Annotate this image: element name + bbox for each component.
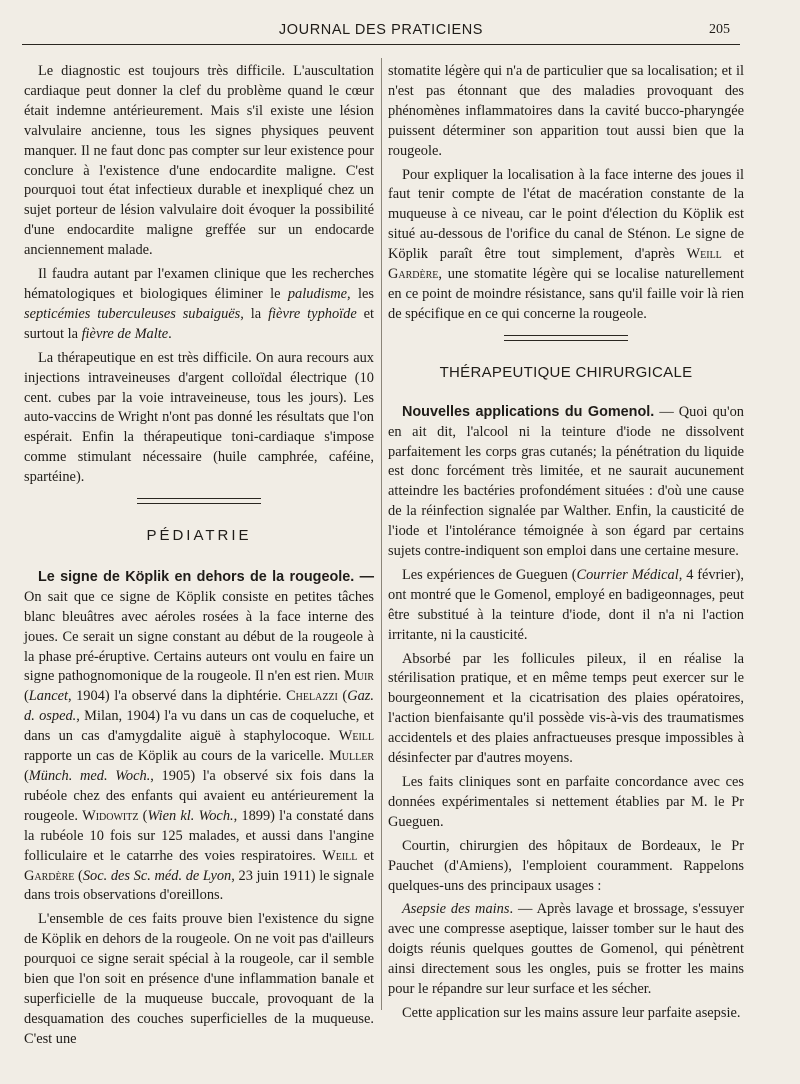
article-title: Nouvelles applications du Gomenol. xyxy=(402,403,655,420)
paragraph: Absorbé par les follicules pileux, il en réalise la stérilisation pratique, et en même temps peut exercer sur le bourgeonnement et la cicatrisation des plaies opératoires, l'action bienfaisante qu'il possède vis-à-vis des traumatismes accidentels et des plaies anfractueuses presque impossibles à désinfecter par d'autres moyens. xyxy=(388,650,744,767)
column-divider xyxy=(381,58,382,1010)
paragraph: Pour expliquer la localisation à la face interne des joues il faut tenir compte de l'état de macération constante de la muqueuse à ce niveau, car le point d'élection du Köplik est situé au-dessous de l'orifice du canal de Sténon. Le signe de Köplik paraît être tout simplement, d'après Weill et Gardère, une stomatite légère qui se localise naturellement en ce point de moindre résistance, sans qu'il faille voir là rien de spécifique en ce qui concerne la rougeole. xyxy=(388,166,745,322)
paragraph: Asepsie des mains. — Après lavage et brossage, s'essuyer avec une compresse aseptique, laisser tomber sur le haut des doigts réunis quelques gouttes de Gomenol, qui pénètrent ainsi directement sous les ongles, puis se frotter les mains pour le répandre sur leur surface et les sécher. xyxy=(388,901,745,998)
paragraph: Cette application sur les mains assure leur parfaite asepsie. xyxy=(402,1004,741,1021)
paragraph: stomatite légère qui n'a de particulier que sa localisation; et il n'est pas étonnant que des maladies provoquant des phénomènes inflammatoires dans la cavité bucco-pharyngée puissent déterminer son apparition tout aussi bien que la rougeole. xyxy=(388,63,744,159)
section-heading-pediatrie: PÉDIATRIE xyxy=(146,527,252,545)
article-paragraph: Nouvelles applications du Gomenol. — Quoi qu'on en ait dit, l'alcool ni la teinture d'iode ne dissolvent parfaitement les corps gras cutanés; la pénétration du liquide est donc forcément très limitée, et ne saurait aucunement atteindre les bactéries profondément situées : d'où une cause de la réinfection signalée par Walther. Enfin, la causticité de l'iode et l'intolérance témoignée à son égard par certains sujets contre-indiquent son emploi dans une certaine mesure. xyxy=(388,403,744,560)
paragraph: Le diagnostic est toujours très difficile. L'auscultation cardiaque peut donner la clef du problème quand le cœur était indemne antérieurement. Mais s'il existe une lésion valvulaire ancienne, tous les signes physiques peuvent manquer. Il ne faut donc pas compter sur leur existence pour conclure à l'existence d'une endocardite maligne. C'est pourquoi tout état infectieux durable et inexpliqué chez un sujet porteur de lésion valvulaire doit évoquer la possibilité d'une endocardite maligne greffée sur un endocarde anciennement malade. xyxy=(24,63,374,259)
running-header xyxy=(22,18,740,45)
section-heading-therapeutique: THÉRAPEUTIQUE CHIRURGICALE xyxy=(439,363,693,381)
page-number: 205 xyxy=(709,22,730,37)
section-rule xyxy=(504,335,628,341)
left-column xyxy=(24,62,374,1054)
paragraph: L'ensemble de ces faits prouve bien l'existence du signe de Köplik en dehors de la rougeole. On ne voit pas d'ailleurs pourquoi ce signe serait spécial à la rougeole, car il semble bien que l'on soit en présence d'une inflammation banale et superficielle de la muqueuse buccale, provoquant de la desquamation des couches superficielles de la muqueuse. C'est une xyxy=(24,911,374,1047)
article-title: Le signe de Köplik en dehors de la rougeole. — xyxy=(38,568,374,585)
journal-title: JOURNAL DES PRATICIENS xyxy=(278,22,484,38)
section-rule xyxy=(137,498,261,504)
article-paragraph: Le signe de Köplik en dehors de la rougeole. — On sait que ce signe de Köplik consiste en petites tâches blanc bleuâtres avec aéroles rosées à la face interne des joues. Ce serait un signe constant au début de la rougeole à la phase pré-éruptive. Certains auteurs ont voulu en faire un signe pathognomonique de la rougeole. Il n'en est rien. Muir (Lancet, 1904) l'a observé dans la diphtérie. Chelazzi (Gaz. d. osped., Milan, 1904) l'a vu dans un cas de coqueluche, et dans un cas d'amygdalite aiguë à staphylocoque. Weill rapporte un cas de Köplik au cours de la varicelle. Muller (Münch. med. Woch., 1905) l'a observé six fois dans la rubéole chez des enfants qui avaient eu antérieurement la rougeole. Widowitz (Wien kl. Woch., 1899) l'a constaté dans la rubéole 10 fois sur 125 malades, et aussi dans l'angine folliculaire et le catarrhe des voies respiratoires. Weill et Gardère (Soc. des Sc. méd. de Lyon, 23 juin 1911) le signale dans trois observations d'oreillons. xyxy=(24,568,374,904)
paragraph: La thérapeutique en est très difficile. On aura recours aux injections intraveineuses d'argent colloïdal électrique (10 cent. cubes par la voie intraveineuse, tous les jours). Les auto-vaccins de Wright n'ont pas donné les résultats que l'on espérait. Enfin la thérapeutique toni-cardiaque s'impose comme stimulant nécessaire (huile camphrée, caféine, spartéine). xyxy=(24,349,374,486)
paragraph: Courtin, chirurgien des hôpitaux de Bordeaux, le Pr Pauchet (d'Amiens), l'emploient couramment. Rappelons quelques-uns des principaux usages : xyxy=(388,837,744,894)
right-column xyxy=(388,62,744,1028)
paragraph: Il faudra autant par l'examen clinique que les recherches hématologiques et biologiques éliminer le paludisme, les septicémies tuberculeuses subaiguës, la fièvre typhoïde et surtout la fièvre de Malte. xyxy=(24,266,375,342)
paragraph: Les expériences de Gueguen (Courrier Médical, 4 février), ont montré que le Gomenol, employé en badigeonnages, peut être substitué à la teinture d'iode, dont il n'a ni l'action irritante, ni la causticité. xyxy=(388,566,744,643)
paragraph: Les faits cliniques sont en parfaite concordance avec ces données expérimentales si nettement établies par M. le Pr Gueguen. xyxy=(388,774,744,830)
